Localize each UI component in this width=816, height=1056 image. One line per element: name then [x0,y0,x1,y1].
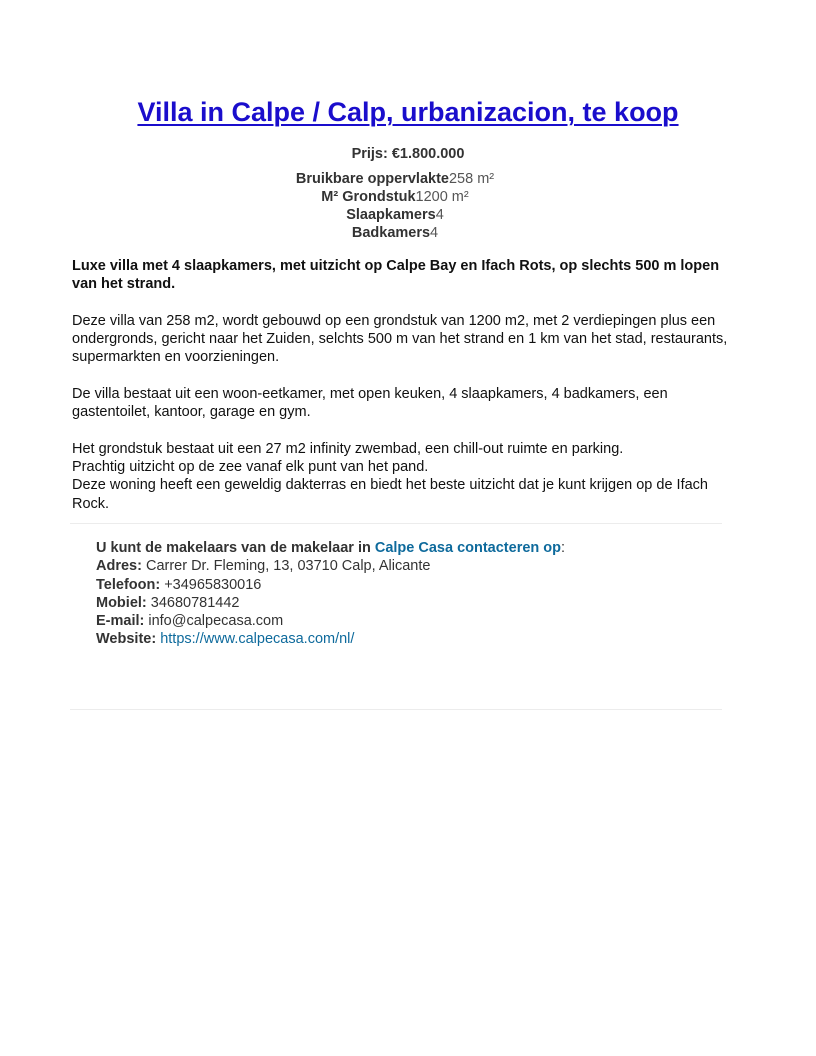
description-line: Het grondstuk bestaat uit een 27 m2 infinity zwembad, een chill-out ruimte en parking. [72,440,624,457]
spec-value: 1200 m² [415,189,469,205]
divider [70,709,722,710]
website-link[interactable]: https://www.calpecasa.com/nl/ [160,631,355,648]
spec-usable-area [0,170,790,188]
divider [70,523,722,524]
contact-email [96,612,716,630]
spec-label: M² Grondstuk [321,189,416,205]
description-paragraph [72,440,728,513]
description-lead: Luxe villa met 4 slaapkamers, met uitzicht op Calpe Bay en Ifach Rots, op slechts 500 m lopen van het strand. [72,258,720,293]
spec-label: Slaapkamers [346,207,436,223]
spec-plot-size [0,188,790,206]
spec-value: 4 [430,225,439,241]
email-value: info@calpecasa.com [144,613,284,630]
contact-intro [96,539,716,557]
spec-bedrooms [0,206,790,224]
specs-list [0,170,790,242]
contact-phone [96,576,716,594]
description-paragraph: Deze villa van 258 m2, wordt gebouwd op een grondstuk van 1200 m2, met 2 verdiepingen plus een ondergronds, gericht naar het Zuiden, selchts 500 m van het strand en 1 km van het stad, restaurants, supermarkten en voorzieningen. [72,312,728,366]
title-link[interactable]: Villa in Calpe / Calp, urbanizacion, te koop [137,97,679,127]
spec-value: 258 m² [448,171,495,187]
page-title [0,94,816,130]
contact-intro-suffix: : [561,540,566,556]
spec-label: Bruikbare oppervlakte [295,171,449,187]
address-value: Carrer Dr. Fleming, 13, 03710 Calp, Alicante [141,558,431,575]
contact-website [96,630,716,648]
description-line: Prachtig uitzicht op de zee vanaf elk punt van het pand. [72,459,429,476]
phone-label: Telefoon: [96,576,161,593]
phone-value: +34965830016 [160,576,262,593]
contact-intro-text: U kunt de makelaars van de makelaar in [96,540,375,556]
agency-link[interactable]: Calpe Casa contacteren op [374,540,562,556]
contact-block [96,539,716,649]
description-line: Deze woning heeft een geweldig dakterras en biedt het beste uitzicht dat je kunt krijgen op de Ifach Rock. [72,477,708,512]
spec-value: 4 [435,207,444,223]
mobile-label: Mobiel: [96,594,147,611]
website-label: Website: [96,631,157,648]
contact-mobile [96,594,716,612]
address-label: Adres: [96,558,142,575]
spec-bathrooms [0,224,790,242]
description-paragraph: De villa bestaat uit een woon-eetkamer, met open keuken, 4 slaapkamers, 4 badkamers, een gastentoilet, kantoor, garage en gym. [72,386,668,421]
contact-address [96,557,716,575]
price: Prijs: €1.800.000 [351,146,465,162]
mobile-value: 34680781442 [146,594,240,611]
email-label: E-mail: [96,613,145,630]
spec-label: Badkamers [351,225,431,241]
description [72,257,728,513]
